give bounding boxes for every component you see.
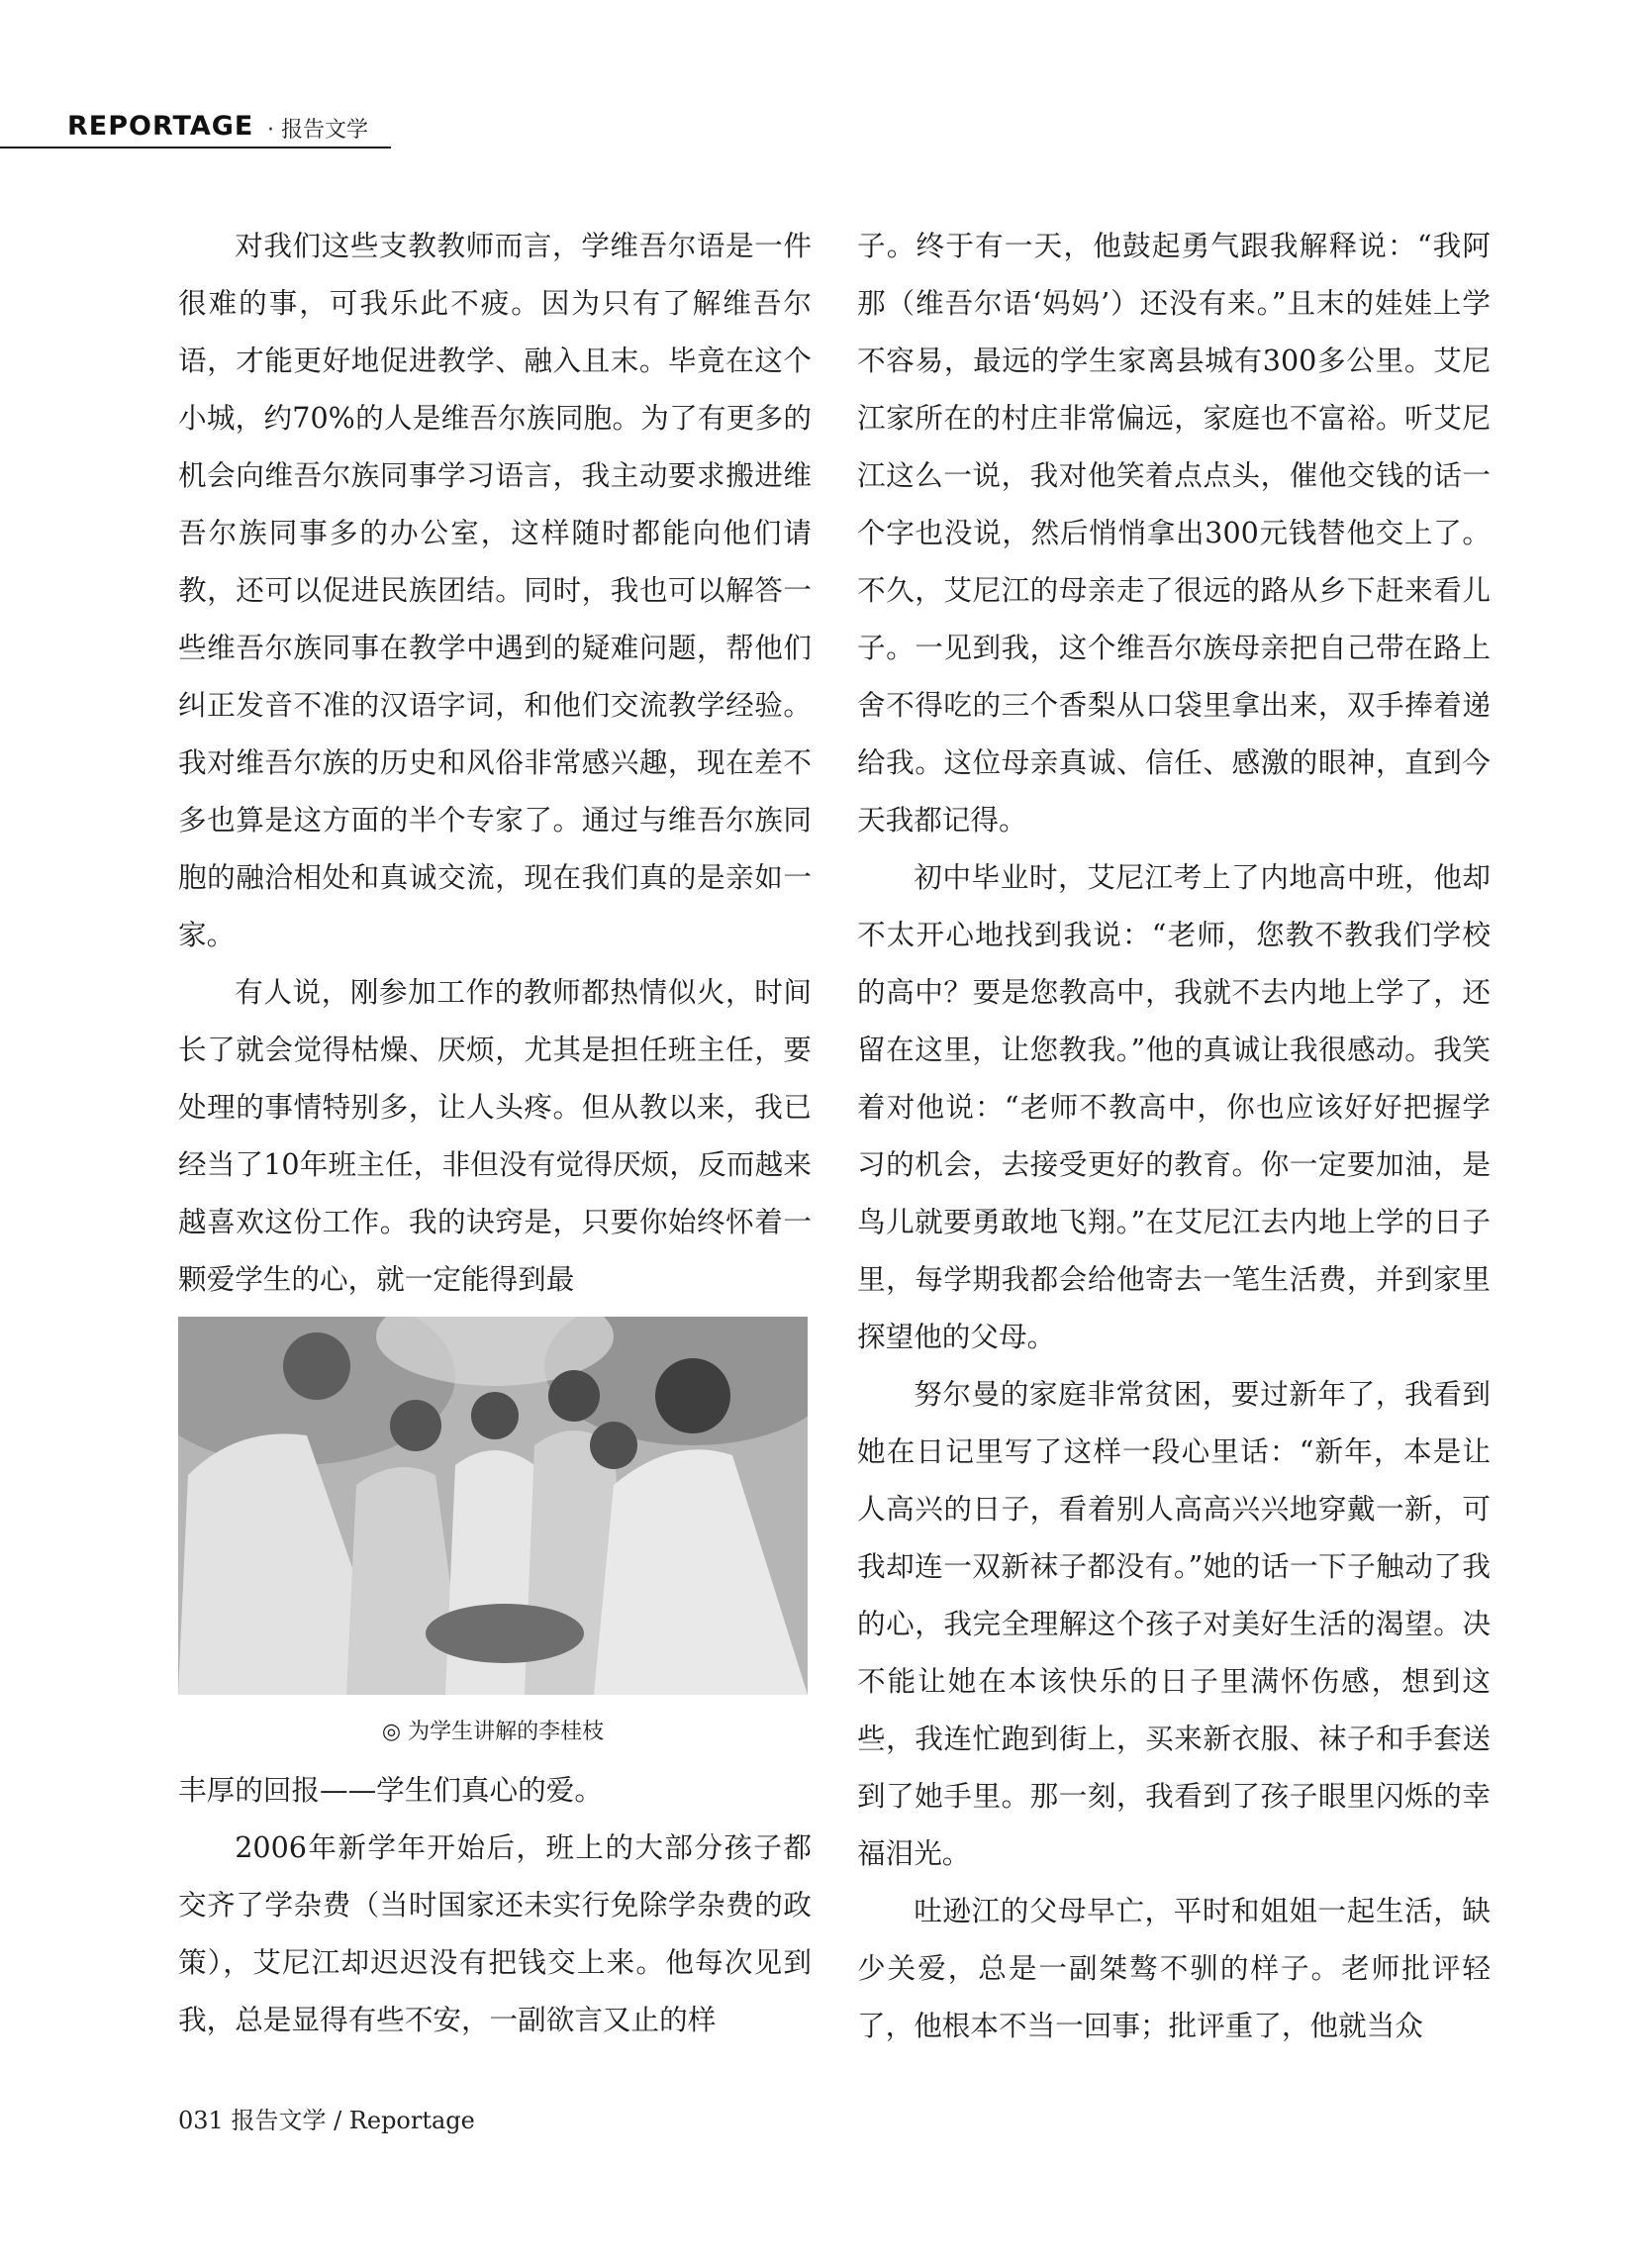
paragraph: 努尔曼的家庭非常贫困，要过新年了，我看到她在日记里写了这样一段心里话：“新年，本是让人高兴的日子，看着别人高高兴兴地穿戴一新，可我却连一双新袜子都没有。”她的话一下子触动了我的心，我完全理解这个孩子对美好生活的渴望。决不能让她在本该快乐的日子里满怀伤感，想到这些，我连忙跑到街上，买来新衣服、袜子和手套送到了她手里。那一刻，我看到了孩子眼里闪烁的幸福泪光。 [857, 1377, 1491, 1870]
right-column [857, 217, 1491, 2054]
article-photo [178, 1317, 808, 1695]
masthead [0, 107, 391, 148]
footer-publication: 报告文学 / Reportage [231, 2107, 475, 2134]
page-footer [178, 2101, 475, 2135]
paragraph: 吐逊江的父母早亡，平时和姐姐一起生活，缺少关爱，总是一副桀骜不驯的样子。老师批评轻了，他根本不当一回事；批评重了，他就当众 [857, 1894, 1491, 2042]
paragraph: 有人说，刚参加工作的教师都热情似火，时间长了就会觉得枯燥、厌烦，尤其是担任班主任，要处理的事情特别多，让人头疼。但从教以来，我已经当了10年班主任，非但没有觉得厌烦，反而越来越喜欢这份工作。我的诀窍是，只要你始终怀着一颗爱学生的心，就一定能得到最 [178, 975, 812, 1296]
magazine-brand: REPORTAGE [67, 111, 254, 142]
photo-caption: ◎ 为学生讲解的李桂枝 [381, 1720, 605, 1744]
left-column-continued [178, 1761, 812, 2048]
page-number: 031 [178, 2107, 224, 2134]
left-column [178, 217, 812, 1308]
paragraph: 丰厚的回报——学生们真心的爱。 [178, 1773, 603, 1807]
section-label: · 报告文学 [267, 118, 368, 143]
paragraph: 子。终于有一天，他鼓起勇气跟我解释说：“我阿那（维吾尔语‘妈妈’）还没有来。”且末的娃娃上学不容易，最远的学生家离县城有300多公里。艾尼江家所在的村庄非常偏远，家庭也不富裕。听艾尼江这么一说，我对他笑着点点头，催他交钱的话一个字也没说，然后悄悄拿出300元钱替他交上了。不久，艾尼江的母亲走了很远的路从乡下赶来看儿子。一见到我，这个维吾尔族母亲把自己带在路上舍不得吃的三个香梨从口袋里拿出来，双手捧着递给我。这位母亲真诚、信任、感激的眼神，直到今天我都记得。 [857, 229, 1491, 837]
paragraph: 初中毕业时，艾尼江考上了内地高中班，他却不太开心地找到我说：“老师，您教不教我们学校的高中？要是您教高中，我就不去内地上学了，还留在这里，让您教我。”他的真诚让我很感动。我笑着对他说：“老师不教高中，你也应该好好把握学习的机会，去接受更好的教育。你一定要加油，是鸟儿就要勇敢地飞翔。”在艾尼江去内地上学的日子里，每学期我都会给他寄去一笔生活费，并到家里探望他的父母。 [857, 860, 1491, 1353]
students-photo-illustration [178, 1317, 808, 1695]
paragraph: 对我们这些支教教师而言，学维吾尔语是一件很难的事，可我乐此不疲。因为只有了解维吾尔语，才能更好地促进教学、融入且末。毕竟在这个小城，约70%的人是维吾尔族同胞。为了有更多的机会向维吾尔族同事学习语言，我主动要求搬进维吾尔族同事多的办公室，这样随时都能向他们请教，还可以促进民族团结。同时，我也可以解答一些维吾尔族同事在教学中遇到的疑难问题，帮他们纠正发音不准的汉语字词，和他们交流教学经验。我对维吾尔族的历史和风俗非常感兴趣，现在差不多也算是这方面的半个专家了。通过与维吾尔族同胞的融洽相处和真诚交流，现在我们真的是亲如一家。 [178, 229, 812, 951]
paragraph: 2006年新学年开始后，班上的大部分孩子都交齐了学杂费（当时国家还未实行免除学杂费的政策），艾尼江却迟迟没有把钱交上来。他每次见到我，总是显得有些不安，一副欲言又止的样 [178, 1830, 812, 2036]
